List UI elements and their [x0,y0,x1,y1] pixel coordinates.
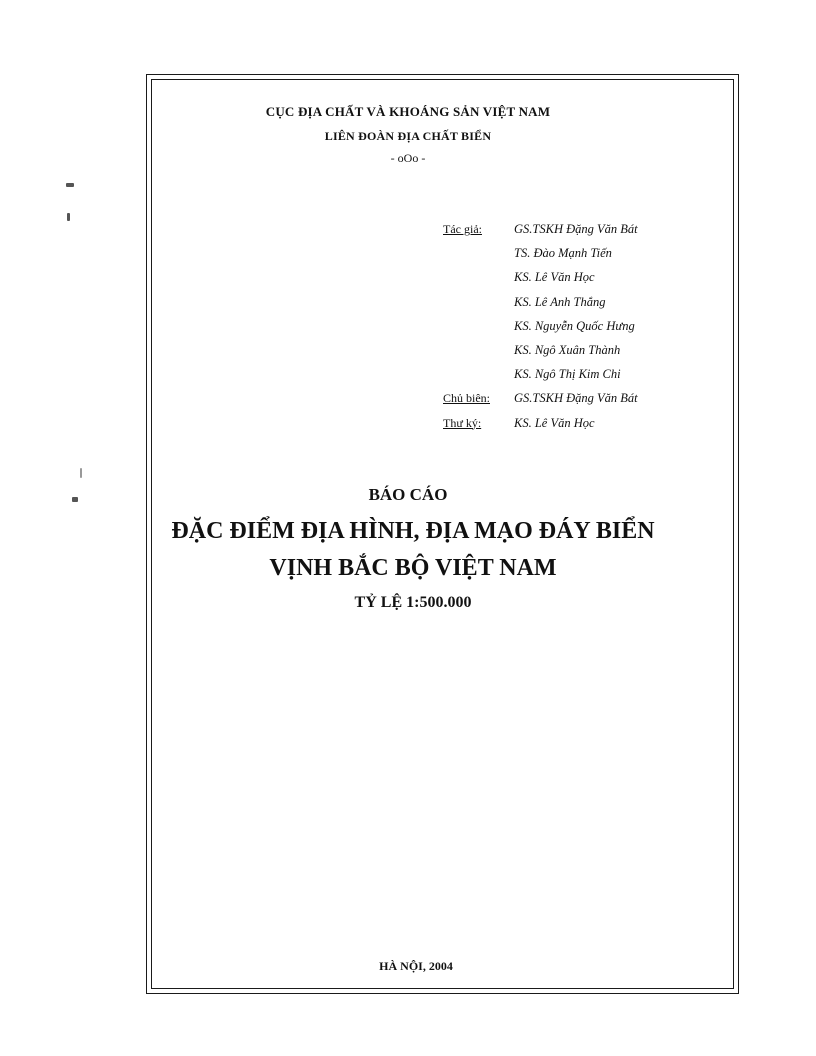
credit-row [443,222,638,246]
scan-speck [66,183,74,187]
report-label: BÁO CÁO [368,485,448,504]
ornament-separator: - oOo - [390,151,426,165]
report-title-line-2: VỊNH BẮC BỘ VIỆT NAM [269,555,557,581]
credit-row [443,295,638,319]
credit-label-secretary: Thư ký: [443,415,482,430]
federation-name: LIÊN ĐOÀN ĐỊA CHẤT BIỂN [324,129,492,143]
credit-row [443,270,638,294]
scan-speck [67,213,70,221]
credit-label-editor: Chủ biên: [443,391,490,406]
credit-row [443,416,638,440]
credit-name: KS. Lê Anh Thắng [514,294,606,309]
credit-label-authors: Tác giả: [443,222,482,236]
credit-name: KS. Nguyễn Quốc Hưng [514,318,635,333]
credit-row [443,367,638,391]
credit-name: GS.TSKH Đặng Văn Bát [514,222,638,236]
place-date: HÀ NỘI, 2004 [379,959,453,973]
credit-name: TS. Đào Mạnh Tiến [514,246,612,261]
credits-block [443,222,638,440]
credit-row [443,343,638,367]
credit-row [443,246,638,270]
credit-name: KS. Lê Văn Học [514,270,595,285]
credit-name: KS. Ngô Xuân Thành [514,342,621,357]
agency-name: CỤC ĐỊA CHẤT VÀ KHOÁNG SẢN VIỆT NAM [265,104,551,119]
credit-name: KS. Ngô Thị Kim Chi [514,367,621,382]
credit-row [443,391,638,415]
report-scale: TỶ LỆ 1:500.000 [354,594,472,611]
credit-name: KS. Lê Văn Học [514,415,595,430]
credit-name: GS.TSKH Đặng Văn Bát [514,391,638,406]
scan-speck [80,468,82,478]
report-title-line-1: ĐẶC ĐIỂM ĐỊA HÌNH, ĐỊA MẠO ĐÁY BIỂN [171,518,655,544]
credit-row [443,319,638,343]
